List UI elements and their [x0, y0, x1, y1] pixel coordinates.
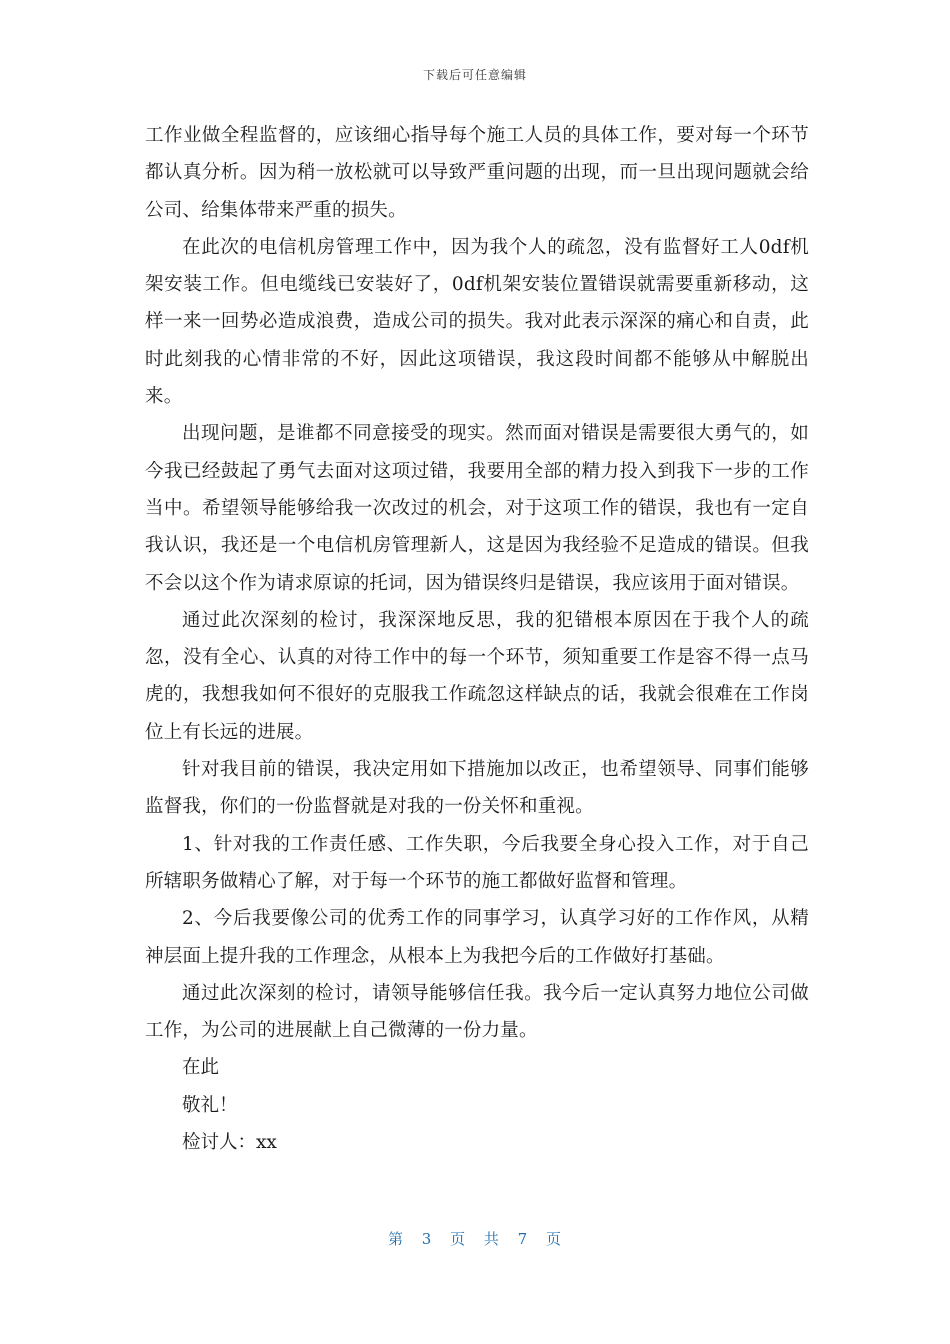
paragraph-3: 出现问题，是谁都不同意接受的现实。然而面对错误是需要很大勇气的，如今我已经鼓起了勇气去面对这项过错，我要用全部的精力投入到我下一步的工作当中。希望领导能够给我一次改过的机会，对于这项工作的错误，我也有一定自我认识，我还是一个电信机房管理新人，这是因为我经验不足造成的错误。但我不会以这个作为请求原谅的托词，因为错误终归是错误，我应该用于面对错误。	[145, 423, 809, 594]
closing-line-2: 敬礼！	[182, 1094, 238, 1116]
paragraph-6: 1、针对我的工作责任感、工作失职，今后我要全身心投入工作，对于自己所辖职务做精心了解，对于每一个环节的施工都做好监督和管理。	[145, 833, 809, 892]
paragraph-8: 通过此次深刻的检讨，请领导能够信任我。我今后一定认真努力地位公司做工作，为公司的进展献上自己微薄的一份力量。	[145, 982, 809, 1042]
paragraph-5: 针对我目前的错误，我决定用如下措施加以改正，也希望领导、同事们能够监督我，你们的一份监督就是对我的一份关怀和重视。	[145, 759, 809, 818]
page-header: 下载后可任意编辑	[422, 68, 527, 82]
paragraph-7: 2、今后我要像公司的优秀工作的同事学习，认真学习好的工作作风，从精神层面上提升我的工作理念，从根本上为我把今后的工作做好打基础。	[145, 908, 809, 967]
page-number: 第 3 页 共 7 页	[388, 1230, 562, 1248]
paragraph-2: 在此次的电信机房管理工作中，因为我个人的疏忽，没有监督好工人0df机架安装工作。但电缆线已安装好了，0df机架安装位置错误就需要重新移动，这样一来一回势必造成浪费，造成公司的损失。我对此表示深深的痛心和自责，此时此刻我的心情非常的不好，因此这项错误，我这段时间都不能够从中解脱出来。	[145, 236, 809, 408]
document-body	[145, 117, 809, 1161]
paragraph-4: 通过此次深刻的检讨，我深深地反思，我的犯错根本原因在于我个人的疏忽，没有全心、认真的对待工作中的每一个环节，须知重要工作是容不得一点马虎的，我想我如何不很好的克服我工作疏忽这样缺点的话，我就会很难在工作岗位上有长远的进展。	[145, 609, 809, 743]
signature-line: 检讨人：xx	[182, 1132, 277, 1154]
paragraph-1: 工作业做全程监督的，应该细心指导每个施工人员的具体工作，要对每一个环节都认真分析。因为稍一放松就可以导致严重问题的出现，而一旦出现问题就会给公司、给集体带来严重的损失。	[145, 125, 809, 221]
closing-line-1: 在此	[182, 1057, 220, 1079]
